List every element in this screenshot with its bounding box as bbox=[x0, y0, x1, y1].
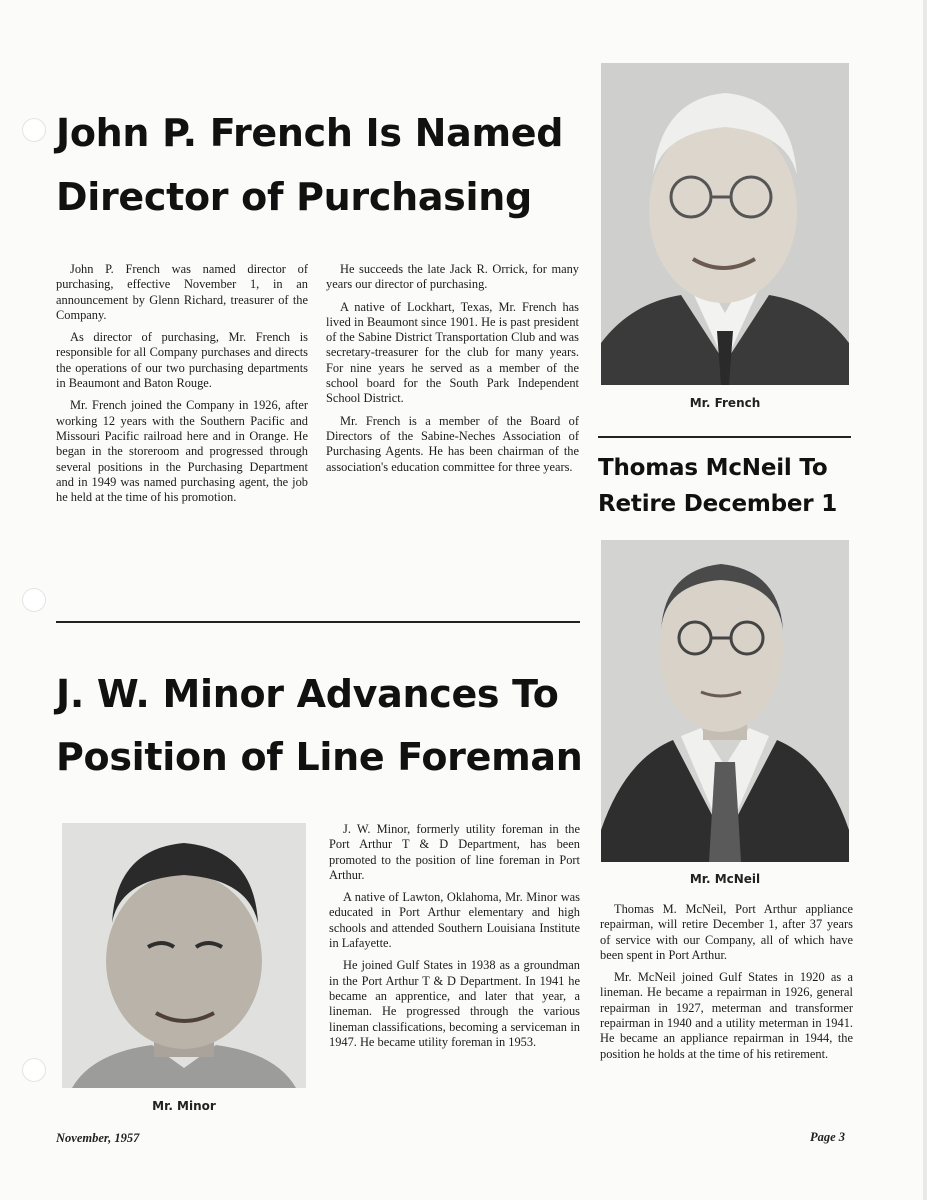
article1-col2-paragraph: A native of Lockhart, Texas, Mr. French has lived in Beaumont since 1901. He is past president of the Sabine District Transportation Club and was secretary-treasurer for the club for many years. For nine years he served as a member of the school board for the South Park Independent School District. bbox=[326, 299, 579, 406]
french-portrait-photo bbox=[601, 63, 849, 385]
binder-hole-middle bbox=[22, 588, 46, 612]
article3-paragraph: A native of Lawton, Oklahoma, Mr. Minor was educated in Port Arthur elementary and high schools and attended Southern Louisiana Institute in Lafayette. bbox=[329, 890, 580, 951]
binder-hole-bottom bbox=[22, 1058, 46, 1082]
minor-portrait-photo bbox=[62, 823, 306, 1088]
article2-headline-line1: Thomas McNeil To bbox=[598, 455, 828, 481]
article1-headline-line1: John P. French Is Named bbox=[56, 111, 564, 155]
article2-paragraph: Thomas M. McNeil, Port Arthur appliance repairman, will retire December 1, after 37 years of service with our Company, all of which have been spent in Port Arthur. bbox=[600, 902, 853, 962]
article1-col1-paragraph: As director of purchasing, Mr. French is responsible for all Company purchases and directs the operations of our two purchasing departments in Beaumont and Baton Rouge. bbox=[56, 330, 308, 391]
divider-rule-right bbox=[598, 436, 851, 438]
footer-date: November, 1957 bbox=[56, 1131, 140, 1145]
divider-rule-left bbox=[56, 621, 580, 623]
article3-headline-line1: J. W. Minor Advances To bbox=[56, 672, 559, 716]
article1-col1-paragraph: Mr. French joined the Company in 1926, after working 12 years with the Southern Pacific and Missouri Pacific railroad here and in Orange. He began in the storeroom and progressed through several positions in the Purchasing Department and in 1949 was named purchasing agent, the job he held at the time of his promotion. bbox=[56, 398, 308, 505]
article2-headline-line2: Retire December 1 bbox=[598, 491, 838, 517]
article2-paragraph: Mr. McNeil joined Gulf States in 1920 as a lineman. He became a repairman in 1926, general repairman in 1927, meterman and transformer repairman in 1940 and a utility meterman in 1941. He became an appliance repairman in 1944, the position he holds at the time of his retirement. bbox=[600, 970, 853, 1061]
minor-photo-caption: Mr. Minor bbox=[152, 1099, 216, 1113]
article1-headline-line2: Director of Purchasing bbox=[56, 175, 532, 219]
article1-col2-paragraph: Mr. French is a member of the Board of Directors of the Sabine-Neches Association of Purchasing Agents. He has been chairman of the association's education committee for three years. bbox=[326, 413, 579, 474]
portrait-illustration bbox=[62, 823, 306, 1088]
article3-paragraph: He joined Gulf States in 1938 as a groundman in the Port Arthur T & D Department. In 1941 he became an apprentice, and later that year, a lineman. He progressed through the various lineman classifications, becoming a serviceman in 1947. He became utility foreman in 1953. bbox=[329, 958, 580, 1049]
article3-paragraph: J. W. Minor, formerly utility foreman in the Port Arthur T & D Department, has been promoted to the position of line foreman in Port Arthur. bbox=[329, 822, 580, 882]
article1-column-1 bbox=[56, 262, 308, 512]
article1-col2-paragraph: He succeeds the late Jack R. Orrick, for many years our director of purchasing. bbox=[326, 262, 579, 292]
mcneil-portrait-photo bbox=[601, 540, 849, 862]
mcneil-photo-caption: Mr. McNeil bbox=[689, 872, 761, 886]
page-edge bbox=[923, 0, 927, 1200]
footer-page-number: Page 3 bbox=[810, 1130, 846, 1144]
article2-column bbox=[600, 902, 853, 1069]
portrait-illustration bbox=[601, 63, 849, 385]
portrait-illustration bbox=[601, 540, 849, 862]
binder-hole-top bbox=[22, 118, 46, 142]
article1-col1-paragraph: John P. French was named director of purchasing, effective November 1, in an announcement by Glenn Richard, treasurer of the Company. bbox=[56, 262, 308, 322]
article3-column bbox=[329, 822, 580, 1057]
french-photo-caption: Mr. French bbox=[689, 396, 761, 410]
article1-column-2 bbox=[326, 262, 579, 482]
article3-headline-line2: Position of Line Foreman bbox=[56, 735, 583, 779]
